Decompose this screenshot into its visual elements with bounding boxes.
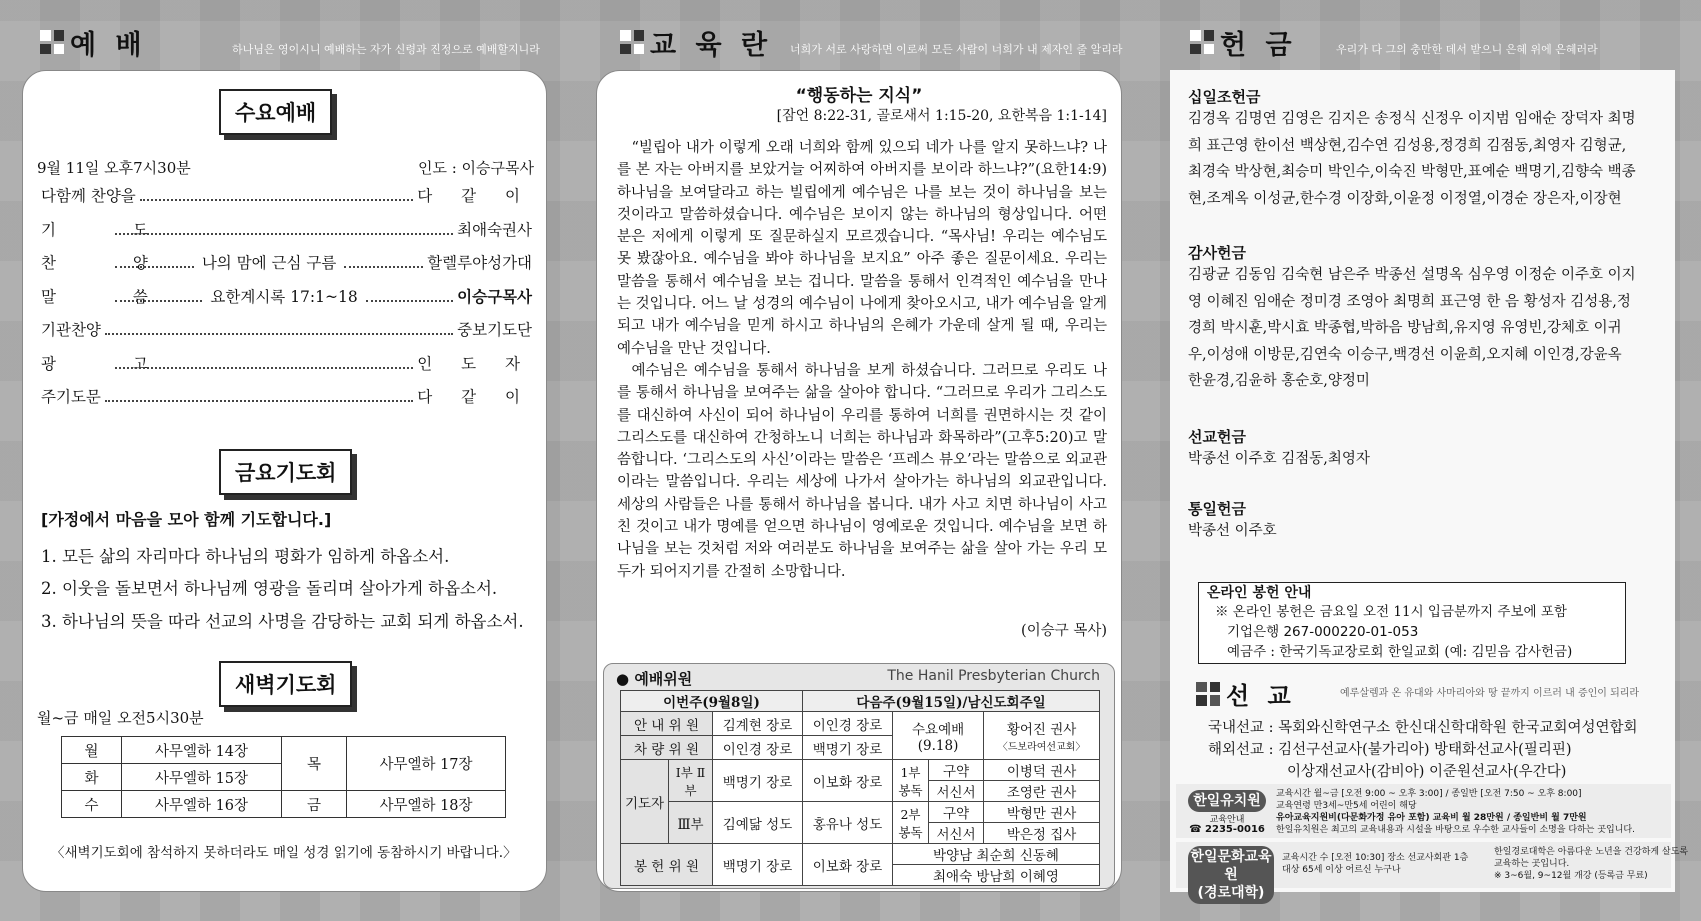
senior-box (1176, 842, 1689, 901)
dotted-leader (344, 256, 423, 268)
reading-cell: 사무엘하 16장 (122, 791, 282, 818)
grid-square-icon (40, 30, 64, 54)
kindergarten-box (1176, 784, 1671, 838)
mission-overseas: 해외선교 : 김선구선교사(불가리아) 방태화선교사(필리핀) (1208, 742, 1572, 758)
order-label: 주기도문 (41, 388, 101, 406)
order-value: 중보기도단 (457, 321, 532, 339)
reading-cell: 사무엘하 14장 (122, 737, 282, 764)
mission-header (1196, 676, 1296, 711)
dawn-time: 월~금 매일 오전5시30분 (37, 709, 204, 727)
online-holder: 예금주 : 한국기독교장로회 한일교회 (예: 김믿음 감사헌금) (1227, 644, 1573, 660)
day-cell: 목 (282, 737, 347, 791)
worship-verse: 하나님은 영이시니 예배하는 자가 신령과 진정으로 예배할지니라 (232, 43, 540, 56)
name-cell: 조영란 권사 (984, 781, 1100, 802)
offering-title: 헌 금 (1220, 29, 1297, 61)
serve-type: 구약 (929, 760, 984, 781)
unity-names: 박종선 이주호 (1188, 523, 1277, 539)
order-value: 이승구목사 (457, 287, 532, 306)
order-row (41, 351, 532, 375)
part-cell: Ⅲ부 (669, 802, 713, 844)
sermon-paragraph: “빌립아 내가 이렇게 오래 너희와 함께 있으되 네가 나를 알지 못하느냐? 나를 본 자는 아버지를 보았거늘 어찌하여 아버지를 보이라 하느냐?”(요한14:9) 하나님을 보여달라고 하는 빌립에게 예수님은 나를 보는 것이 하나님을 보는 것이라고 말씀하셨습니다. 예수님은 보이지 않는 하나님의 형상입니다. 어떤 분은 저에게 이렇게 또 질문하실지 모르겠습니다. “목사님! 우리는 예수님도 못 봤잖아요. 예수님을 봐야 하나님을 보지요” 아주 좋은 질문이세요. 우리는 말씀을 통해서 예수님을 보는 겁니다. 말씀을 통해서 인격적인 예수님을 만나는 것입니다. 어느 날 성경의 예수님이 나에게 찾아오시고, 내가 예수님을 알게 되고 내가 예수님을 믿게 하시고 하나님의 은혜가 가운데 살게 될 때, 우리는 예수님을 만난 것입니다. (617, 140, 1107, 357)
senior-label (1188, 846, 1274, 904)
name-cell: 김계현 장로 (713, 712, 803, 736)
order-row (41, 217, 532, 241)
fri-heading: [가정에서 마음을 모아 함께 기도합니다.] (41, 510, 332, 529)
committee-title-text: 예배위원 (634, 670, 693, 688)
church-name: The Hanil Presbyterian Church (887, 668, 1100, 684)
name-cell: 김예닮 성도 (713, 802, 803, 844)
name-cell: 이보화 장로 (803, 844, 893, 886)
unity-title: 통일헌금 (1188, 500, 1246, 518)
offering-column (1160, 0, 1701, 921)
wed-date: 9월 11일 오후7시30분 (37, 159, 191, 177)
tithe-names: 김경옥 김명연 김영은 김지은 송정식 신정우 이지범 임애순 장덕자 최명희 표근영 한이선 백상현,김수연 김성용,정경희 김점동,최영자 김형균,최경숙 박상현,최승미 박인수,이숙진 박형만,표예순 백명기,김향숙 백종현,조계옥 이성균,한수경 이장화,이윤정 이정열,이경순 장은자,이장현 (1188, 111, 1636, 207)
sermon-body (617, 137, 1107, 583)
kindergarten-info: 교육시간 월~금 [오전 9:00 ~ 오후 3:00] / 종일반 [오전 7:50 ~ 오후 8:00] (1276, 789, 1582, 799)
grid-square-icon (620, 30, 644, 54)
dotted-leader (115, 223, 453, 235)
name-cell: 최애숙 방남희 이혜영 (893, 865, 1100, 886)
day-cell: 화 (62, 764, 122, 791)
online-title: 온라인 봉헌 안내 (1207, 585, 1312, 601)
dotted-leader (105, 323, 453, 335)
senior-label-sub: (경로대학) (1197, 885, 1265, 901)
dotted-leader (115, 256, 194, 268)
reading-cell: 사무엘하 17장 (347, 737, 506, 791)
education-column (580, 0, 1140, 921)
name-cell: 박양남 최순희 신동혜 (893, 844, 1100, 865)
kindergarten-tel: ☎ 2235-0016 (1189, 824, 1265, 835)
worship-committee (603, 663, 1115, 889)
committee-table (620, 690, 1100, 886)
senior-label-text: 한일문화교육원 (1190, 849, 1272, 883)
next-week-header: 다음주(9월15일)/남신도회주일 (803, 691, 1100, 712)
order-label: 기 도 (41, 221, 184, 239)
kindergarten-label: 한일유치원 (1188, 790, 1266, 812)
dotted-leader (105, 390, 413, 402)
education-title: 교 육 란 (650, 29, 773, 61)
order-mid: 요한계시록 17:1~18 (210, 288, 358, 306)
order-label: 찬 양 (41, 254, 184, 272)
order-row (41, 284, 532, 308)
role-cell: 차 량 위 원 (621, 736, 713, 760)
offering-verse: 우리가 다 그의 충만한 데서 받으니 은혜 위에 은혜러라 (1336, 43, 1598, 56)
wed-service-title: 수요예배 (219, 89, 332, 135)
day-cell: 월 (62, 737, 122, 764)
online-offering-box (1198, 582, 1626, 664)
sermon-panel (596, 70, 1122, 892)
order-label: 말 씀 (41, 288, 184, 306)
name-cell: 이병덕 권사 (984, 760, 1100, 781)
mission-offering-title: 선교헌금 (1188, 428, 1246, 446)
wed-service-label: 수요예배 (912, 721, 965, 738)
thanks-title: 감사헌금 (1188, 244, 1246, 262)
wed-group: 〈드보라여선교회〉 (997, 741, 1086, 753)
mission-offering-names: 박종선 이주호 김점동,최영자 (1188, 451, 1370, 467)
serve-type: 서신서 (929, 823, 984, 844)
order-row (41, 317, 532, 341)
mission-title: 선 교 (1226, 682, 1296, 710)
grid-square-icon (1190, 30, 1214, 54)
fri-prayer-title: 금요기도회 (219, 449, 352, 495)
name-cell: 박형만 권사 (984, 802, 1100, 823)
worship-title: 예 배 (70, 29, 147, 61)
name-cell: 이인경 장로 (713, 736, 803, 760)
wed-person: 황어진 권사 (1006, 721, 1077, 738)
order-value: 최애숙권사 (457, 221, 532, 239)
dotted-leader (366, 290, 453, 302)
this-week-header: 이번주(9월8일) (621, 691, 803, 712)
order-mid: 나의 맘에 근심 구름 (201, 254, 337, 272)
prayer-item: 1. 모든 삶의 자리마다 하나님의 평화가 임하게 하옵소서. (41, 547, 450, 566)
serve-type: 서신서 (929, 781, 984, 802)
grid-square-icon (1196, 682, 1220, 706)
online-bank: 기업은행 267-000220-01-053 (1227, 624, 1419, 640)
dotted-leader (115, 290, 202, 302)
prayer-item: 2. 이웃을 돌보면서 하나님께 영광을 돌리며 살아가게 하옵소서. (41, 579, 498, 598)
worship-column (0, 0, 560, 921)
role-cell: 안 내 위 원 (621, 712, 713, 736)
order-value: 인 도 자 (417, 355, 532, 373)
order-value: 다 같 이 (417, 388, 532, 406)
tithe-title: 십일조헌금 (1188, 88, 1261, 106)
senior-info: 교육하는 곳입니다. (1494, 859, 1570, 869)
name-cell: 이인경 장로 (803, 712, 893, 736)
dawn-prayer-title: 새벽기도회 (219, 661, 352, 707)
senior-info: 한일경로대학은 아름다운 노년을 건강하게 살도록 (1494, 847, 1689, 857)
reading-cell: 사무엘하 18장 (347, 791, 506, 818)
wed-person-cell (984, 712, 1100, 760)
name-cell: 이보화 장로 (803, 760, 893, 802)
order-label: 기관찬양 (41, 321, 101, 339)
dawn-note: 〈새벽기도회에 참석하지 못하더라도 매일 성경 읽기에 동참하시기 바랍니다.〉 (51, 845, 517, 861)
kindergarten-info: 교육연령 만3세~만5세 어린이 해당 (1276, 801, 1417, 811)
order-value: 다 같 이 (417, 187, 532, 205)
sermon-reference: [잠언 8:22-31, 골로새서 1:15-20, 요한복음 1:1-14] (776, 108, 1107, 124)
online-note: ※ 온라인 봉헌은 금요일 오전 11시 입금분까지 주보에 포함 (1215, 604, 1567, 620)
serve-cell: 1부 봉독 (893, 760, 929, 802)
order-value: 할렐루야성가대 (427, 254, 533, 272)
day-cell: 수 (62, 791, 122, 818)
sermon-title: “행동하는 지식” (795, 86, 923, 106)
kindergarten-info: 한일유치원은 최고의 교육내용과 시설을 바탕으로 우수한 교사들이 소명을 다하는 곳입니다. (1276, 825, 1635, 835)
role-cell: 기도자 (621, 760, 669, 844)
wed-leader: 인도 : 이승구목사 (417, 159, 534, 177)
role-cell: 봉 헌 위 원 (621, 844, 713, 886)
offering-panel (1170, 70, 1689, 901)
serve-cell: 2부 봉독 (893, 802, 929, 844)
committee-title: ● 예배위원 (616, 670, 693, 688)
senior-info: 대상 65세 이상 어르신 누구나 (1282, 865, 1401, 875)
dawn-schedule-table (61, 736, 506, 818)
order-label: 다함께 찬양을 (41, 187, 136, 205)
dotted-leader (115, 357, 413, 369)
name-cell: 박은정 집사 (984, 823, 1100, 844)
mission-overseas-2: 이상재선교사(감비아) 이준원선교사(우간다) (1287, 764, 1567, 780)
mission-verse: 예루살렘과 온 유대와 사마리아와 땅 끝까지 이르러 내 증인이 되리라 (1340, 688, 1640, 699)
name-cell: 홍유나 성도 (803, 802, 893, 844)
worship-panel (22, 70, 547, 892)
name-cell: 백명기 장로 (713, 760, 803, 802)
dotted-leader (140, 189, 413, 201)
mission-domestic: 국내선교 : 목회와신학연구소 한신대신학대학원 한국교회여성연합회 (1208, 720, 1638, 736)
order-label: 광 고 (41, 355, 184, 373)
thanks-names: 김광균 김동임 김숙현 남은주 박종선 설명옥 심우영 이정순 이주호 이지영 이혜진 임애순 정미경 조영아 최명희 표근영 한 음 황성자 김성용,정경희 박시훈,박시효 박종협,박하음 방남희,유지영 유영빈,강체호 이귀우,이성애 이방문,김연숙 이승구,백경선 이윤희,오지혜 이인경,강윤옥 한윤경,김윤하 홍순호,양정미 (1188, 267, 1636, 389)
day-cell: 금 (282, 791, 347, 818)
wed-service-cell (893, 712, 984, 760)
serve-type: 구약 (929, 802, 984, 823)
order-row (41, 250, 532, 274)
kindergarten-info: 유아교육지원비(다문화가정 유아 포함) 교육비 월 28만원 / 종일반비 월 7만원 (1276, 813, 1587, 823)
education-verse: 너희가 서로 사랑하면 이로써 모든 사람이 너희가 내 제자인 줄 알리라 (790, 43, 1123, 56)
sermon-paragraph: 예수님은 예수님을 통해서 하나님을 보게 하셨습니다. 그러므로 우리도 나를 통해서 하나님을 보여주는 삶을 살아야 합니다. “그러므로 우리가 그리스도를 대신하여 사신이 되어 하나님이 우리를 통하여 너희를 권면하시는 것 같이 그리스도를 대신하여 간청하노니 너희는 하나님과 화목하라”(고후5:20)고 말씀합니다. ‘그리스도의 사신’이라는 말씀은 ‘프레스 뷰오’라는 말씀으로 외교관이라는 말씀입니다. 우리는 세상에 나가서 살아가는 하나님의 외교관입니다. 세상의 사람들은 나를 통해서 하나님을 봅니다. 내가 사고 치면 하나님이 사고 친 것이고 내가 명예를 얻으면 하나님이 영예로운 것입니다. 예수님을 보면 하나님을 보는 것처럼 저와 여러분도 하나님을 보여주는 삶을 살아 가는 우리 모두가 되어지기를 간절히 소망합니다. (617, 362, 1107, 580)
name-cell: 백명기 장로 (803, 736, 893, 760)
part-cell: Ⅰ부 Ⅱ부 (669, 760, 713, 802)
name-cell: 백명기 장로 (713, 844, 803, 886)
senior-info: 교육시간 수 [오전 10:30] 장소 선교사회관 1층 (1282, 853, 1469, 863)
prayer-item: 3. 하나님의 뜻을 따라 선교의 사명을 감당하는 교회 되게 하옵소서. (41, 612, 524, 631)
kindergarten-sub: 교육안내 (1209, 815, 1245, 825)
senior-info: ※ 3~6월, 9~12월 개강 (등록금 무료) (1494, 871, 1648, 881)
reading-cell: 사무엘하 15장 (122, 764, 282, 791)
order-row (41, 384, 532, 408)
wed-service-date: (9.18) (917, 737, 959, 754)
sermon-signature: (이승구 목사) (1021, 623, 1107, 639)
order-row (41, 183, 532, 207)
